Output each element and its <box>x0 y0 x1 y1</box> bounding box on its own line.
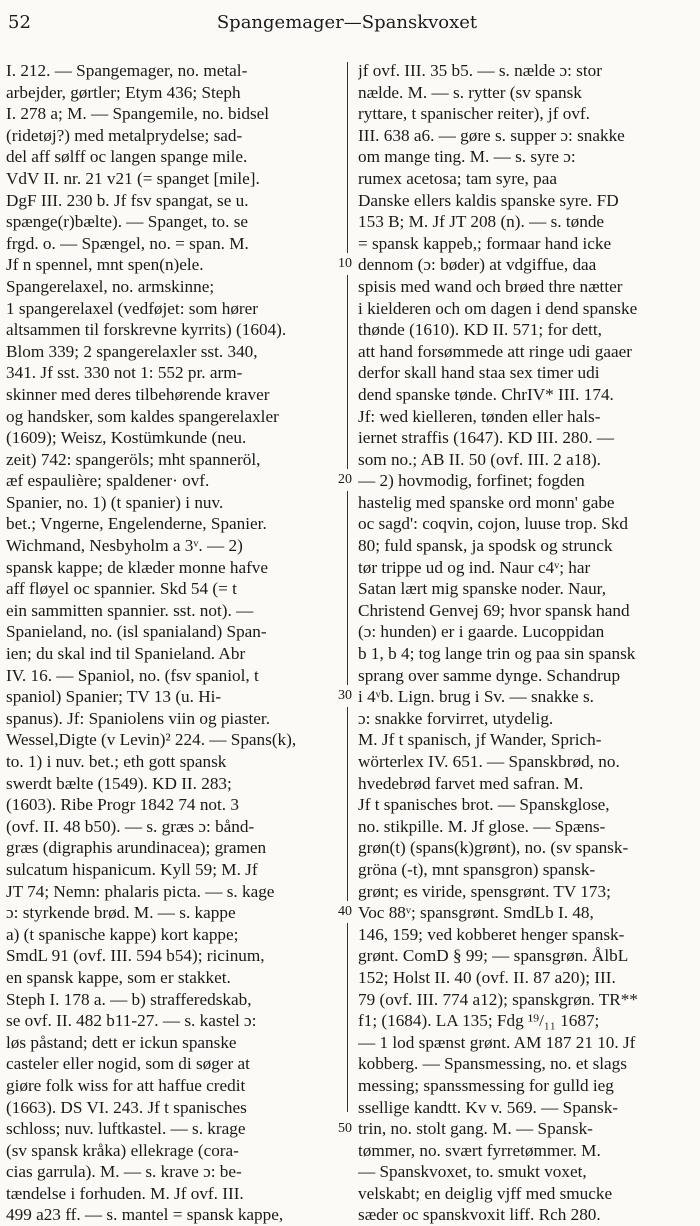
text-line: a) (t spanische kappe) kort kappe; <box>6 924 239 944</box>
text-line: spanus). Jf: Spaniolens viin og piaster. <box>6 708 270 728</box>
text-line: del aff sølff oc langen spange mile. <box>6 147 248 167</box>
text-line: (1603). Ribe Progr 1842 74 not. 3 <box>6 795 239 815</box>
text-line: og handsker, som kaldes spangerelaxler <box>6 406 279 426</box>
text-line: ien; du skal ind til Spanieland. Abr <box>6 644 246 664</box>
text-line: altsammen til forskrevne kyrrits) (1604). <box>6 320 287 340</box>
text-line: velskabt; en deiglig vjff med smucke <box>358 1183 613 1203</box>
text-line: trin, no. stolt gang. M. — Spansk- <box>358 1119 593 1139</box>
text-line: (ɔ: hunden) er i gaarde. Lucoppidan <box>358 622 605 642</box>
text-line: løs påstand; dett er ickun spanske <box>6 1032 237 1052</box>
line-number-10: 10 <box>338 253 356 275</box>
text-line: tændelse i forhuden. M. Jf ovf. III. <box>6 1183 244 1203</box>
text-line: oc sagd': coqvin, cojon, luuse trop. Skd <box>358 514 628 534</box>
text-line: derfor skall hand staa sex timer udi <box>358 363 600 383</box>
text-line: Wichmand, Nesbyholm a 3ᵛ. — 2) <box>6 536 243 556</box>
text-line: cias garrula). M. — s. krave ɔ: be- <box>6 1162 242 1182</box>
line-number-50: 50 <box>338 1118 356 1140</box>
text-line: frgd. o. — Spængel, no. = span. M. <box>6 233 249 253</box>
text-line: som no.; AB II. 50 (ovf. III. 2 a18). <box>358 449 601 469</box>
text-line: spænge(r)bælte). — Spanget, to. se <box>6 212 249 232</box>
left-column <box>6 60 342 1226</box>
text-line: kobberg. — Spansmessing, no. et slags <box>358 1054 627 1074</box>
text-line: tør trippe ud og ind. Naur c4ᵛ; har <box>358 557 591 577</box>
text-line: ein sammitten spannier. sst. not). — <box>6 600 254 620</box>
text-line: om mange ting. M. — s. syre ɔ: <box>358 147 576 167</box>
text-line: b 1, b 4; tog lange trin og paa sin spansk <box>358 644 636 664</box>
text-line: — 1 lod spænst grønt. AM 187 21 10. Jf <box>358 1032 636 1052</box>
text-line: 499 a23 ff. — s. mantel = spansk kappe, <box>6 1205 284 1225</box>
text-line: sulcatum hispanicum. Kyll 59; M. Jf <box>6 859 258 879</box>
text-line: sprang over samme dynge. Schandrup <box>358 665 621 685</box>
text-line: ɔ: snakke forvirret, utydelig. <box>358 708 554 728</box>
text-line: Blom 339; 2 spangerelaxler sst. 340, <box>6 341 258 361</box>
text-line: Steph I. 178 a. — b) strafferedskab, <box>6 989 252 1009</box>
text-line: IV. 16. — Spaniol, no. (fsv spaniol, t <box>6 665 259 685</box>
text-line: Spanier, no. 1) (t spanier) i nuv. <box>6 492 224 512</box>
text-line: Spangerelaxel, no. armskinne; <box>6 276 215 296</box>
text-line: arbejder, gørtler; Etym 436; Steph <box>6 82 241 102</box>
text-line: — 2) hovmodig, forfinet; fogden <box>358 471 585 491</box>
text-line: Wessel,Digte (v Levin)² 224. — Spans(k), <box>6 730 297 750</box>
text-line: aff fløyel oc spannier. Skd 54 (= t <box>6 579 237 599</box>
line-number-40: 40 <box>338 901 356 923</box>
text-line: nælde. M. — s. rytter (sv spansk <box>358 82 582 102</box>
text-line: zeit) 742: spangeröls; mht spanneröl, <box>6 449 261 469</box>
text-line: Jf: wed kielleren, tønden eller hals- <box>358 406 601 426</box>
text-line: Jf n spennel, mnt spen(n)ele. <box>6 255 204 275</box>
text-line: wörterlex IV. 651. — Spanskbrød, no. <box>358 752 620 771</box>
text-line: giøre folk wiss for att haffue credit <box>6 1075 246 1095</box>
line-number-30: 30 <box>338 685 356 707</box>
text-line: = spansk kappeb,; formaar hand icke <box>358 233 612 253</box>
text-line: grønt. ComD § 99; — spansgrøn. ÅlbL <box>358 946 629 966</box>
text-line: iernet straffis (1647). KD III. 280. — <box>358 428 614 448</box>
text-line: skinner med deres tilbehørende kraver <box>6 384 270 404</box>
text-line: III. 638 a6. — gøre s. supper ɔ: snakke <box>358 125 625 145</box>
text-line: dend spanske tønde. ChrIV* III. 174. <box>358 384 614 404</box>
text-line: VdV II. nr. 21 v21 (= spanget [mile]. <box>6 168 260 188</box>
text-line: grøn(t) (spans(k)grønt), no. (sv spansk- <box>358 838 629 858</box>
text-line: spansk kappe; de klæder monne hafve <box>6 557 269 577</box>
text-line: jf ovf. III. 35 b5. — s. nælde ɔ: stor <box>358 61 602 80</box>
text-line: 146, 159; ved kobberet henger spansk- <box>358 924 625 944</box>
text-line: rumex acetosa; tam syre, paa <box>358 168 557 188</box>
text-line: spisis med wand och brøed thre nætter <box>358 276 623 296</box>
text-line: SmdL 91 (ovf. III. 594 b54); ricinum, <box>6 946 265 966</box>
text-line: en spansk kappe, som er stakket. <box>6 967 231 987</box>
text-line: JT 74; Nemn: phalaris picta. — s. kage <box>6 881 275 901</box>
text-line: (1663). DS VI. 243. Jf t spanisches <box>6 1097 247 1117</box>
text-line: græs (digraphis arundinacea); gramen <box>6 838 267 858</box>
text-line: thønde (1610). KD II. 571; for dett, <box>358 320 602 340</box>
text-line: hastelig med spanske ord monn' gabe <box>358 492 615 512</box>
text-line: schloss; nuv. luftkastel. — s. krage <box>6 1119 246 1139</box>
text-line: I. 212. — Spangemager, no. metal- <box>6 61 248 80</box>
text-line: ɔ: styrkende brød. M. — s. kappe <box>6 903 236 923</box>
text-line: sæder oc spanskvoxit liff. Rch 280. <box>358 1205 601 1225</box>
text-line: Satan lært mig spanske noder. Naur, <box>358 579 607 599</box>
text-line: 152; Holst II. 40 (ovf. II. 87 a20); III. <box>358 967 616 987</box>
text-line: no. stikpille. M. Jf glose. — Spæns- <box>358 816 606 836</box>
text-line: (ovf. II. 48 b50). — s. græs ɔ: bånd- <box>6 816 255 836</box>
text-line: ryttare, t spanischer reiter), jf ovf. <box>358 104 590 124</box>
text-line: M. Jf t spanisch, jf Wander, Sprich- <box>358 730 602 750</box>
page-header <box>8 8 686 38</box>
text-line: dennom (ɔ: bøder) at vdgiffue, daa <box>358 255 597 275</box>
text-line: (ridetøj?) med metalprydelse; sad- <box>6 125 243 145</box>
text-line: 153 B; M. Jf JT 208 (n). — s. tønde <box>358 212 605 232</box>
text-line: (1609); Weisz, Kostümkunde (neu. <box>6 428 247 448</box>
text-line: 341. Jf sst. 330 not 1: 552 pr. arm- <box>6 363 243 383</box>
text-line: 80; fuld spansk, ja spodsk og strunck <box>358 536 613 556</box>
line-number-20: 20 <box>338 469 356 491</box>
text-line: Spanieland, no. (isl spanialand) Span- <box>6 622 267 642</box>
text-line: gröna (-t), mnt spansgron) spansk- <box>358 859 596 879</box>
running-head: Spangemager—Spanskvoxet <box>216 12 478 33</box>
text-line: grønt; es viride, spensgrønt. TV 173; <box>358 881 611 901</box>
text-line: 79 (ovf. III. 774 a12); spanskgrøn. TR** <box>358 989 638 1009</box>
column-divider <box>347 62 348 1112</box>
text-line: se ovf. II. 482 b11-27. — s. kastel ɔ: <box>6 1011 257 1031</box>
text-line: casteler eller nogid, som di søger at <box>6 1054 250 1074</box>
text-line: swerdt bælte (1549). KD II. 283; <box>6 773 232 793</box>
text-line: f1; (1684). LA 135; Fdg ¹⁹/₁₁ 1687; <box>358 1011 600 1031</box>
text-line: i kielderen och om dagen i dend spanske <box>358 298 638 318</box>
text-line: Danske ellers kaldis spanske syre. FD <box>358 190 619 210</box>
text-line: to. 1) i nuv. bet.; eth gott spansk <box>6 752 227 771</box>
text-line: Christend Genvej 69; hvor spansk hand <box>358 600 630 620</box>
text-line: i 4ᵛb. Lign. brug i Sv. — snakke s. <box>358 687 594 707</box>
text-line: Voc 88ᵛ; spansgrønt. SmdLb I. 48, <box>358 903 594 923</box>
text-line: (sv spansk kråka) ellekrage (cora- <box>6 1140 239 1160</box>
text-line: messing; spanssmessing for gulld ieg <box>358 1075 614 1095</box>
text-line: tømmer, no. svært fyrretømmer. M. <box>358 1140 601 1160</box>
text-line: æf espaulière; spaldener· ovf. <box>6 471 210 491</box>
text-line: bet.; Vngerne, Engelenderne, Spanier. <box>6 514 267 534</box>
text-line: DgF III. 230 b. Jf fsv spangat, se u. <box>6 190 249 210</box>
text-line: spaniol) Spanier; TV 13 (u. Hi- <box>6 687 222 707</box>
right-column <box>358 60 692 1226</box>
text-line: ssellige kandtt. Kv v. 569. — Spansk- <box>358 1097 619 1117</box>
text-line: — Spanskvoxet, to. smukt voxet, <box>358 1162 587 1182</box>
text-line: I. 278 a; M. — Spangemile, no. bidsel <box>6 104 270 124</box>
page-number: 52 <box>8 12 31 33</box>
text-line: Jf t spanisches brot. — Spanskglose, <box>358 795 610 815</box>
text-line: hvedebrød farvet med safran. M. <box>358 773 584 793</box>
text-line: att hand forsømmede att ringe udi gaaer <box>358 341 632 361</box>
text-line: 1 spangerelaxel (vedføjet: som hører <box>6 298 258 318</box>
